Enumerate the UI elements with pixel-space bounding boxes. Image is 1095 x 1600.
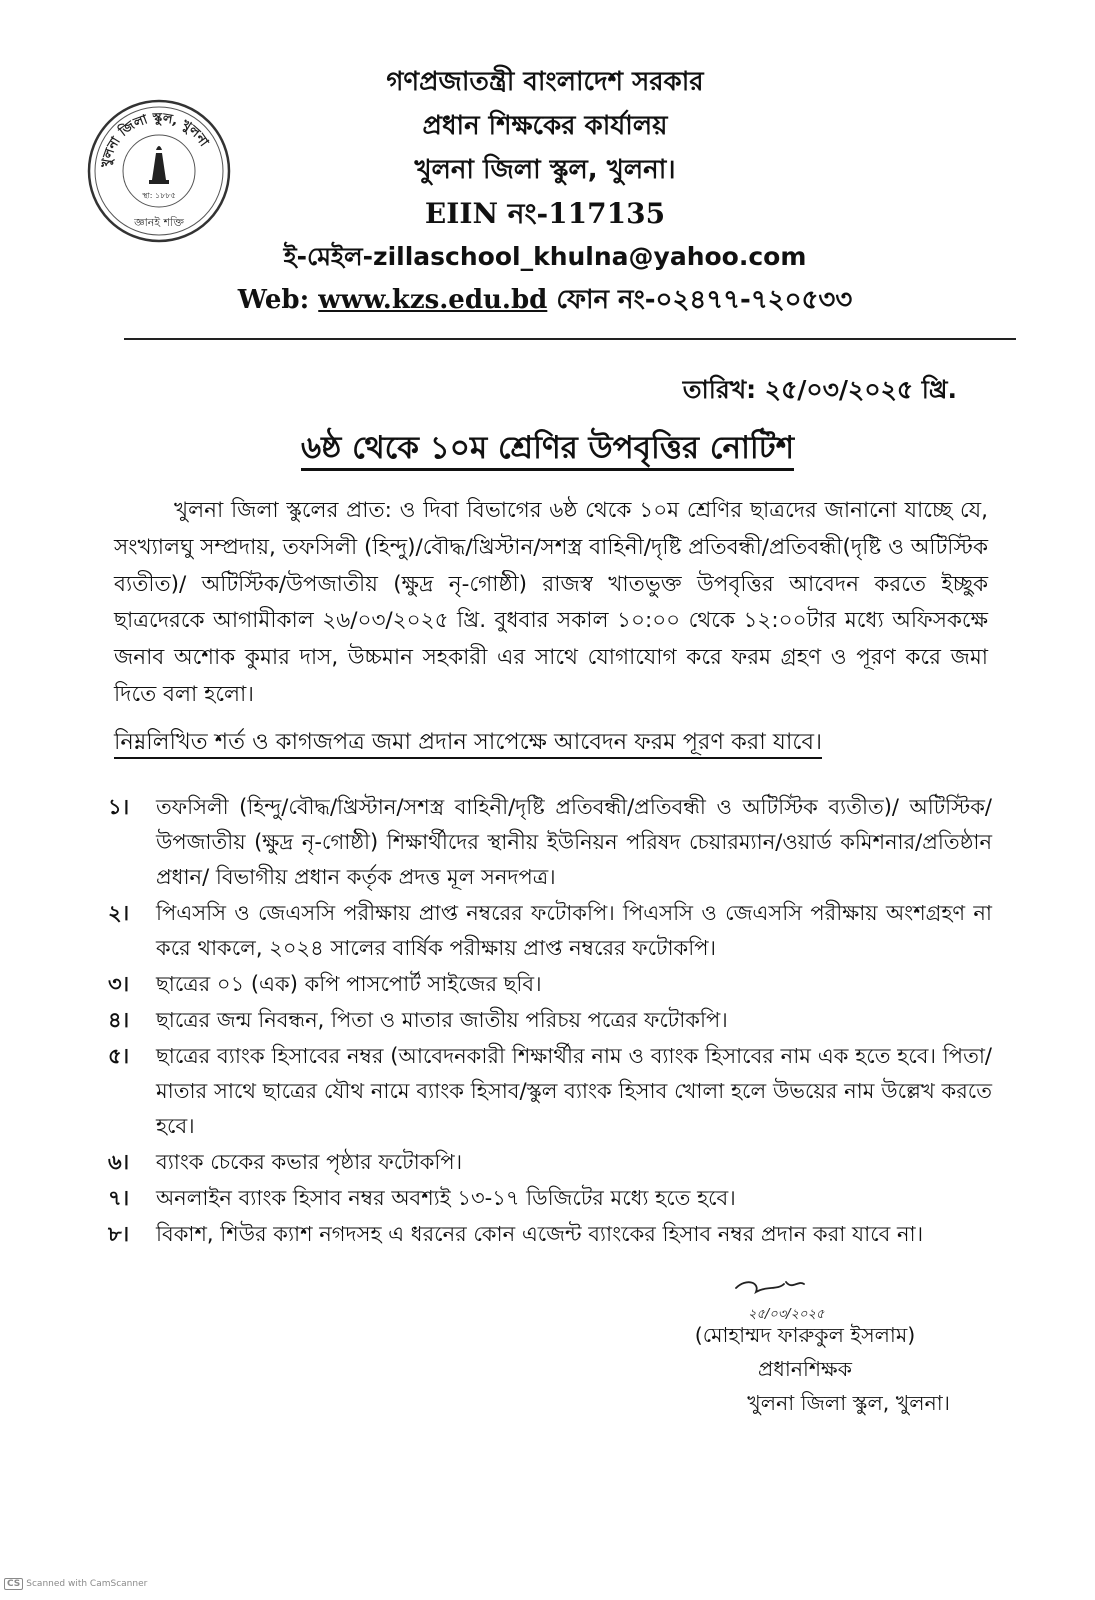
signature-date: ২৫/০৩/২০২৫ xyxy=(748,1307,825,1322)
item-number: ৫। xyxy=(108,1044,130,1068)
conditions-heading-text: নিম্নলিখিত শর্ত ও কাগজপত্র জমা প্রদান সাপেক্ষে আবেদন ফরম পূরণ করা যাবে। xyxy=(114,729,822,759)
phone-number: ফোন নং-০২৪৭৭-৭২০৫৩৩ xyxy=(556,285,853,315)
list-item xyxy=(108,896,992,966)
signature-block xyxy=(660,1318,950,1420)
item-text: ছাত্রের ব্যাংক হিসাবের নম্বর (আবেদনকারী শিক্ষার্থীর নাম ও ব্যাংক হিসাবের নাম এক হতে হবে। পিতা/মাতার সাথে ছাত্রের যৌথ নামে ব্যাংক হিসাব/স্কুল ব্যাংক হিসাব খোলা হলে উভয়ের নাম উল্লেখ করতে হবে। xyxy=(156,1044,992,1138)
seal-motto: জ্ঞানই শক্তি xyxy=(134,216,184,229)
conditions-list xyxy=(108,790,992,1252)
item-number: ২। xyxy=(108,901,130,925)
email-address: ই-মেইল-zillaschool_khulna@yahoo.com xyxy=(283,242,807,271)
signatory-designation: প্রধানশিক্ষক xyxy=(758,1357,852,1381)
camscanner-icon: CS xyxy=(4,1578,23,1590)
notice-date: তারিখ: ২৫/০৩/২০২৫ খ্রি. xyxy=(682,375,957,404)
item-text: পিএসসি ও জেএসসি পরীক্ষায় প্রাপ্ত নম্বরের ফটোকপি। পিএসসি ও জেএসসি পরীক্ষায় অংশগ্রহণ না করে থাকলে, ২০২৪ সালের বার্ষিক পরীক্ষায় প্রাপ্ত নম্বরের ফটোকপি। xyxy=(156,901,992,960)
scanner-watermark-text: Scanned with CamScanner xyxy=(26,1579,148,1589)
web-label: Web: xyxy=(237,285,310,315)
notice-body-text: খুলনা জিলা স্কুলের প্রাত: ও দিবা বিভাগের ৬ষ্ঠ থেকে ১০ম শ্রেণির ছাত্রদের জানানো যাচ্ছে যে, সংখ্যালঘু সম্প্রদায়, তফসিলী (হিন্দু)/বৌদ্ধ/খ্রিস্টান/সশস্ত্র বাহিনী/দৃষ্টি প্রতিবন্ধী/প্রতিবন্ধী(দৃষ্টি ও অটিস্টিক ব্যতীত)/ অটিস্টিক/উপজাতীয় (ক্ষুদ্র নৃ-গোষ্ঠী) রাজস্ব খাতভুক্ত উপবৃত্তির আবেদন করতে ইচ্ছুক ছাত্রদেরকে আগামীকাল ২৬/০৩/২০২৫ খ্রি. বুধবার সকাল ১০:০০ থেকে ১২:০০টার মধ্যে অফিসকক্ষে জনাব অশোক কুমার দাস, উচ্চমান সহকারী এর সাথে যোগাযোগ করে ফরম গ্রহণ ও পূরণ করে জমা দিতে বলা হলো। xyxy=(114,498,988,707)
seal-ring-text: খুলনা জিলা স্কুল, খুলনা xyxy=(99,110,212,169)
item-text: ব্যাংক চেকের কভার পৃষ্ঠার ফটোকপি। xyxy=(156,1150,463,1174)
letterhead xyxy=(200,60,890,322)
header-divider xyxy=(124,338,1016,340)
conditions-heading xyxy=(114,724,994,762)
notice-title xyxy=(0,424,1095,476)
signatory-school: খুলনা জিলা স্কুল, খুলনা। xyxy=(747,1391,950,1415)
item-text: বিকাশ, শিউর ক্যাশ নগদসহ এ ধরনের কোন এজেন্ট ব্যাংকের হিসাব নম্বর প্রদান করা যাবে না। xyxy=(156,1222,924,1246)
item-number: ৪। xyxy=(108,1008,130,1032)
list-item xyxy=(108,1145,992,1180)
item-number: ৬। xyxy=(108,1150,130,1174)
item-text: অনলাইন ব্যাংক হিসাব নম্বর অবশ্যই ১৩-১৭ ডিজিটের মধ্যে হতে হবে। xyxy=(156,1186,736,1210)
item-text: ছাত্রের জন্ম নিবন্ধন, পিতা ও মাতার জাতীয় পরিচয় পত্রের ফটোকপি। xyxy=(156,1008,728,1032)
office-name: প্রধান শিক্ষকের কার্যালয় xyxy=(422,111,668,141)
list-item xyxy=(108,1039,992,1144)
notice-body xyxy=(114,493,988,714)
item-number: ৩। xyxy=(108,972,130,996)
item-text: তফসিলী (হিন্দু/বৌদ্ধ/খ্রিস্টান/সশস্ত্র বাহিনী/দৃষ্টি প্রতিবন্ধী/প্রতিবন্ধী ও অটিস্টিক ব্যতীত)/ অটিস্টিক/ উপজাতীয় (ক্ষুদ্র নৃ-গোষ্ঠী) শিক্ষার্থীদের স্থানীয় ইউনিয়ন পরিষদ চেয়ারম্যান/ওয়ার্ড কমিশনার/প্রতিষ্ঠান প্রধান/ বিভাগীয় প্রধান কর্তৃক প্রদত্ত মূল সনদপত্র। xyxy=(156,795,992,889)
scanner-watermark xyxy=(4,1578,147,1590)
school-name: খুলনা জিলা স্কুল, খুলনা। xyxy=(414,155,676,185)
item-text: ছাত্রের ০১ (এক) কপি পাসপোর্ট সাইজের ছবি। xyxy=(156,972,542,996)
list-item xyxy=(108,1003,992,1038)
notice-title-text: ৬ষ্ঠ থেকে ১০ম শ্রেণির উপবৃত্তির নোটিশ xyxy=(301,430,794,471)
govt-name: গণপ্রজাতন্ত্রী বাংলাদেশ সরকার xyxy=(386,67,704,97)
seal-year: স্থা: ১৮৮৫ xyxy=(142,191,176,200)
item-number: ৮। xyxy=(108,1222,130,1246)
list-item xyxy=(108,967,992,1002)
item-number: ১। xyxy=(108,795,130,819)
list-item xyxy=(108,1217,992,1252)
website-link[interactable]: www.kzs.edu.bd xyxy=(318,285,548,315)
signatory-name: (মোহাম্মদ ফারুকুল ইসলাম) xyxy=(694,1323,916,1347)
web-phone-line xyxy=(200,278,890,322)
item-number: ৭। xyxy=(108,1186,130,1210)
eiin-number: EIIN নং-117135 xyxy=(424,197,666,230)
list-item xyxy=(108,790,992,895)
list-item xyxy=(108,1181,992,1216)
